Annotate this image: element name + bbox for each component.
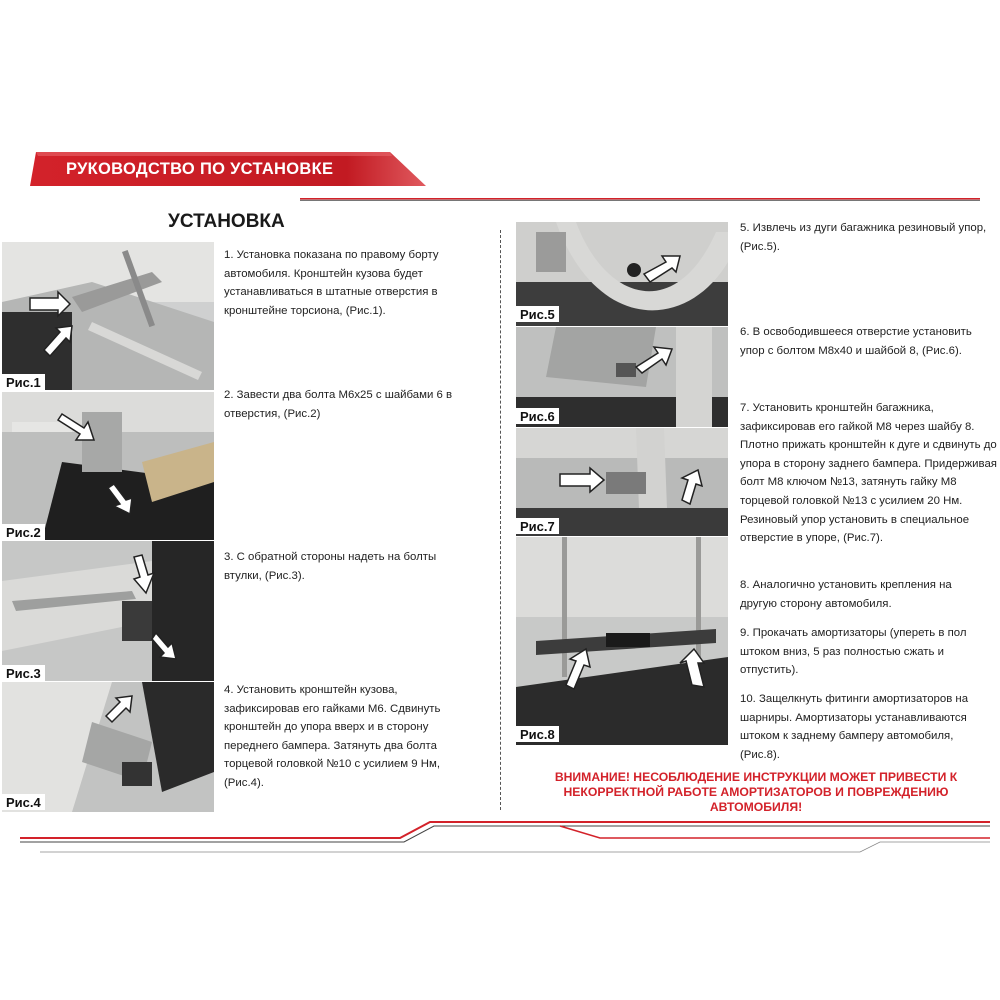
column-divider — [500, 230, 502, 810]
figure-5-label: Рис.5 — [516, 306, 559, 322]
page-title: РУКОВОДСТВО ПО УСТАНОВКЕ — [66, 160, 334, 178]
figure-1-photo — [2, 242, 214, 390]
step-1-text: 1. Установка показана по правому борту автомобиля. Кронштейн кузова будет устанавливаться в штатные отверстия в кронштейне торсиона, (Рис.1). — [224, 249, 439, 317]
step-7-text: 7. Установить кронштейн багажника, зафиксировав его гайкой М8 через шайбу 8. Плотно прижать кронштейн к дуге и сдвинуть до упора в сторону заднего бампера. Придерживая болт М8 ключом №13, затянуть гайку М8 торцевой головкой №13 с усилием 20 Нм. Резиновый упор установить в специальное отверстие в упоре, (Рис.7). — [740, 402, 997, 545]
figure-1-label: Рис.1 — [2, 374, 45, 390]
figure-2-photo — [2, 392, 214, 540]
step-5-text: 5. Извлечь из дуги багажника резиновый упор, (Рис.5). — [740, 222, 987, 253]
footer-decoration — [0, 812, 1000, 862]
section-title: УСТАНОВКА — [168, 211, 285, 232]
step-10-text: 10. Защелкнуть фитинги амортизаторов на шарниры. Амортизаторы устанавливаются штоком к заднему бамперу автомобиля, (Рис.8). — [740, 693, 969, 761]
figure-3-label: Рис.3 — [2, 665, 45, 681]
figure-4-label: Рис.4 — [2, 794, 45, 810]
header-divider-line — [300, 198, 980, 201]
figure-8-photo — [516, 537, 728, 745]
step-9-text: 9. Прокачать амортизаторы (упереть в пол штоком вниз, 5 раз полностью сжать и отпустить). — [740, 627, 967, 677]
warning-line-2: НЕКОРРЕКТНОЙ РАБОТЕ АМОРТИЗАТОРОВ И ПОВРЕЖДЕНИЮ — [563, 785, 949, 799]
step-2-text: 2. Завести два болта М6х25 с шайбами 6 в отверстия, (Рис.2) — [224, 389, 453, 420]
step-3-text: 3. С обратной стороны надеть на болты втулки, (Рис.3). — [224, 551, 437, 582]
figure-8-label: Рис.8 — [516, 726, 559, 742]
figure-2-label: Рис.2 — [2, 524, 45, 540]
figure-4-photo — [2, 682, 214, 812]
figure-7-label: Рис.7 — [516, 518, 559, 534]
warning-line-3: АВТОМОБИЛЯ! — [709, 800, 803, 814]
step-6-text: 6. В освободившееся отверстие установить упор с болтом М8х40 и шайбой 8, (Рис.6). — [740, 326, 972, 357]
step-4-text: 4. Установить кронштейн кузова, зафиксировав его гайками М6. Сдвинуть кронштейн до упора вверх и в сторону переднего бампера. Затянуть два болта торцевой головкой №10 с усилием 9 Нм, (Рис.4). — [224, 684, 441, 789]
figure-6-label: Рис.6 — [516, 408, 559, 424]
figure-3-photo — [2, 541, 214, 681]
warning-notice — [528, 770, 984, 815]
step-8-text: 8. Аналогично установить крепления на другую сторону автомобиля. — [740, 579, 952, 610]
warning-line-1: ВНИМАНИЕ! НЕСОБЛЮДЕНИЕ ИНСТРУКЦИИ МОЖЕТ ПРИВЕСТИ К — [554, 770, 958, 784]
